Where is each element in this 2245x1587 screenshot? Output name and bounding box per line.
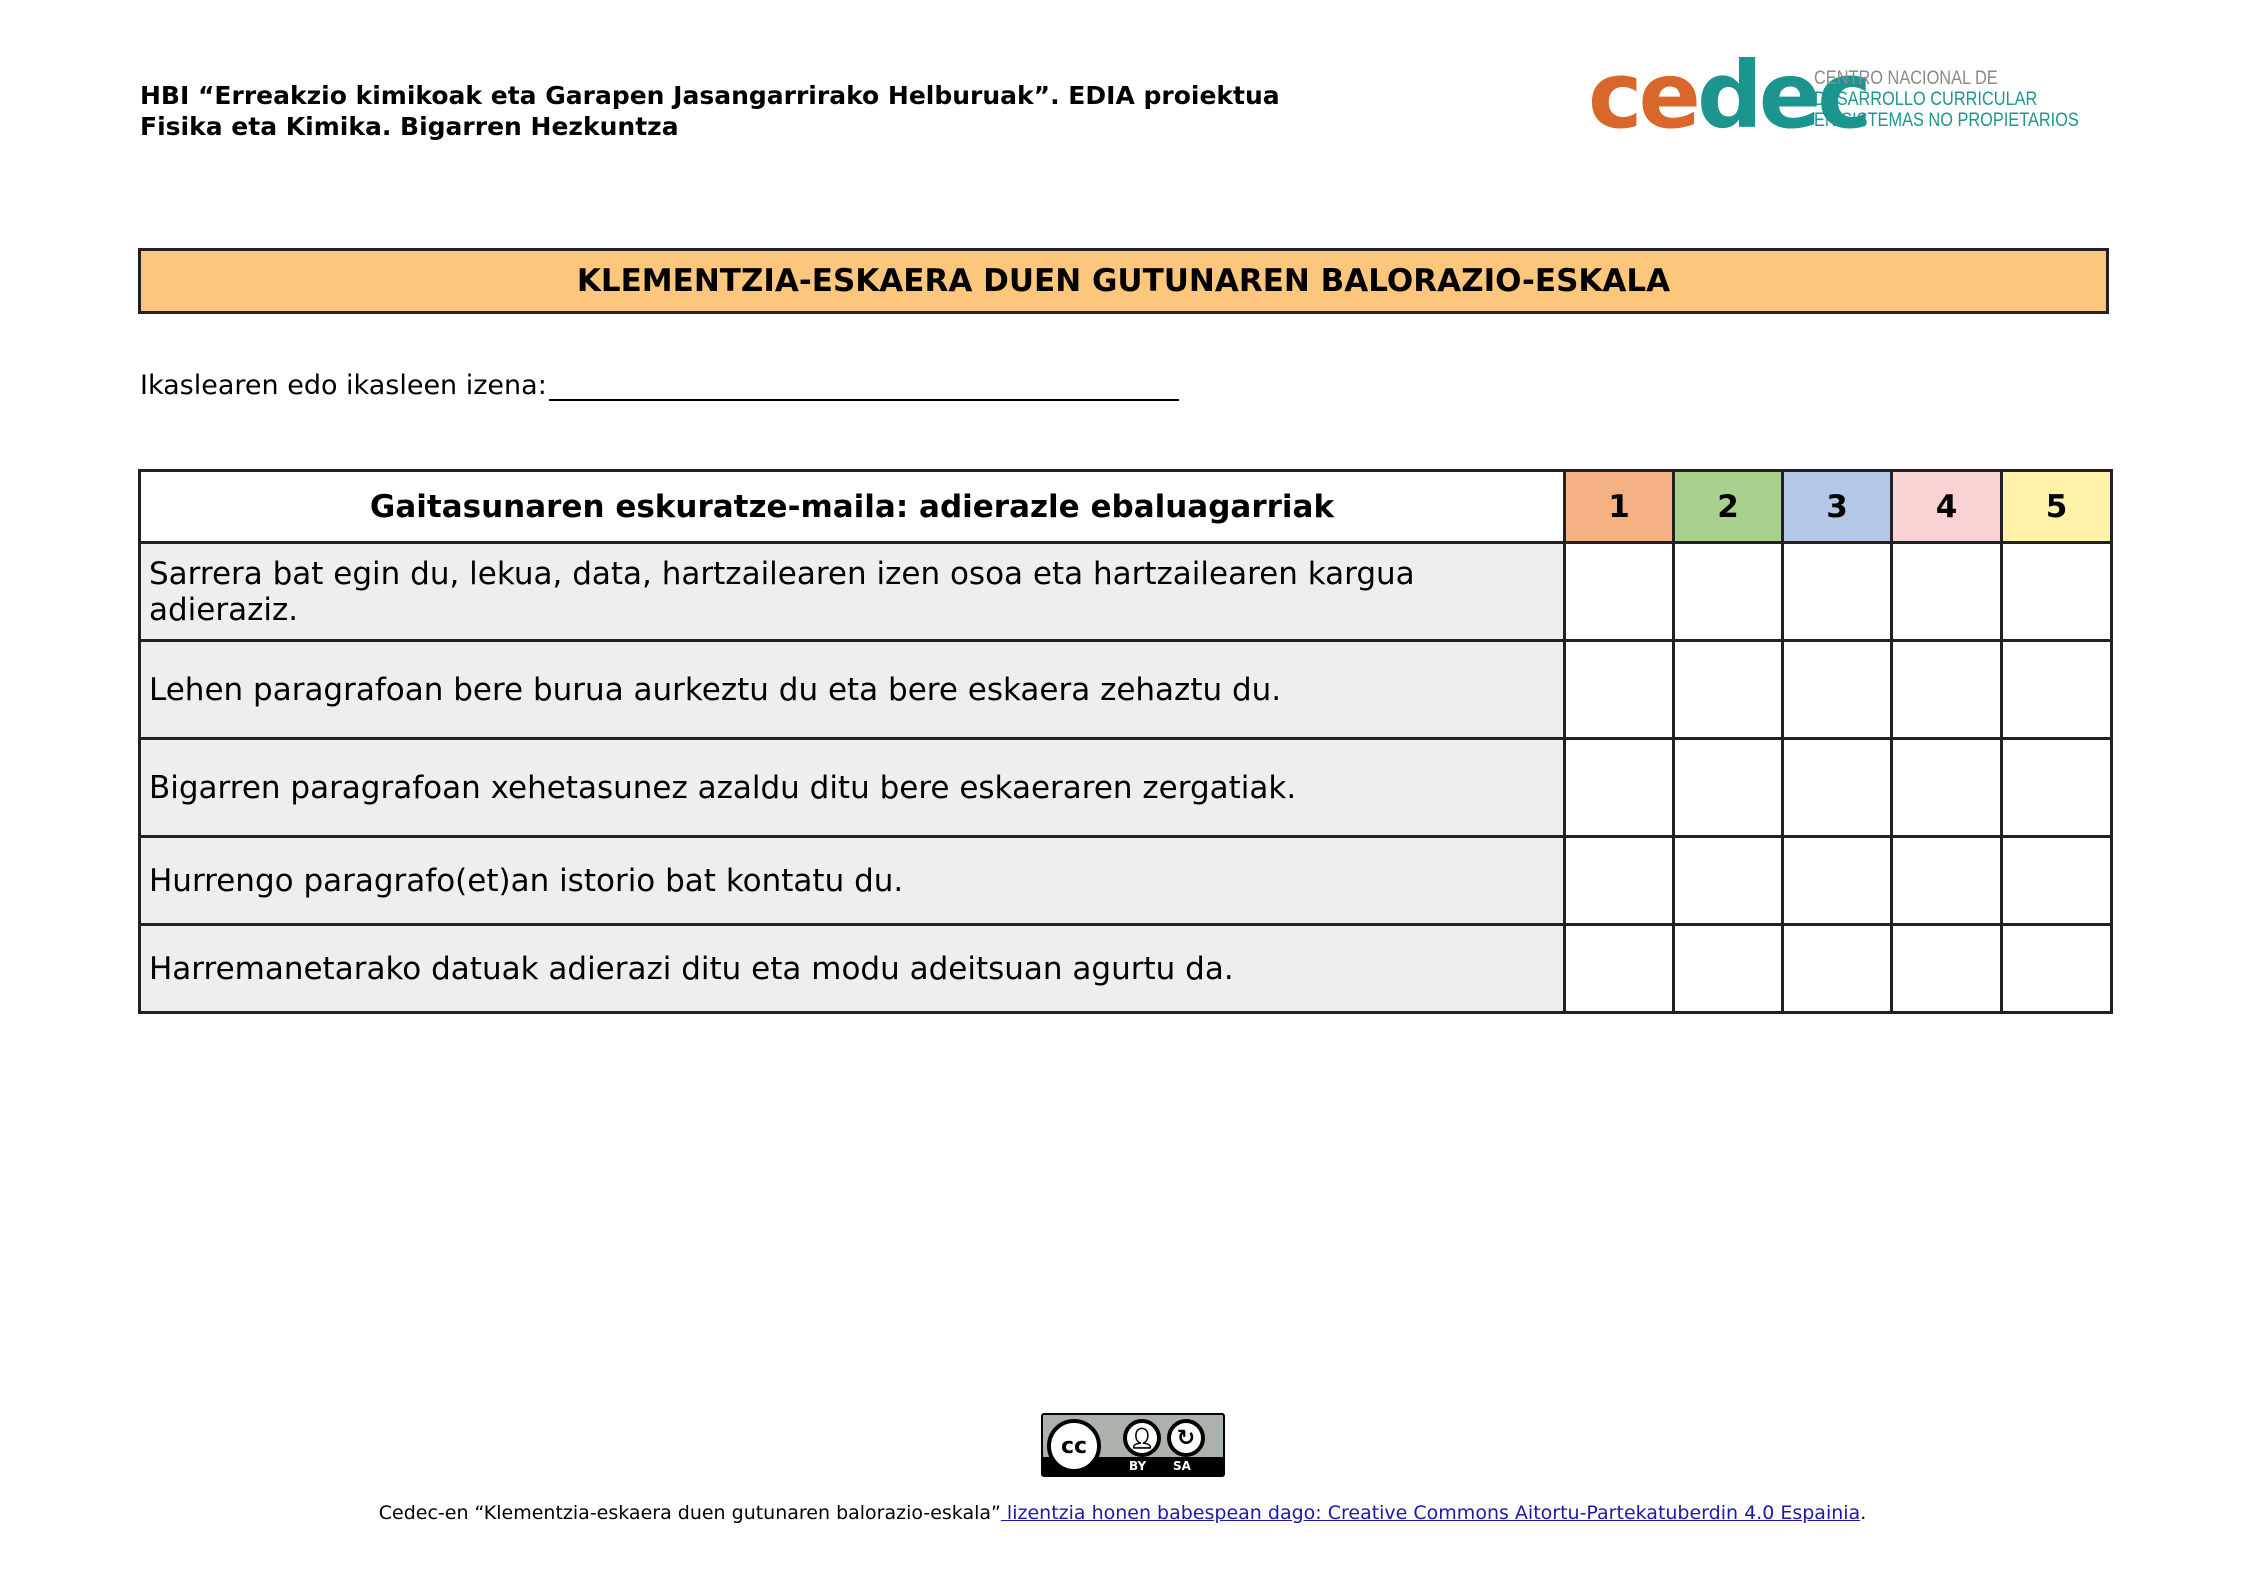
criterion-text: Hurrengo paragrafo(et)an istorio bat kontatu du. <box>140 837 1565 925</box>
level-1-header: 1 <box>1565 471 1674 543</box>
table-row <box>140 837 2112 925</box>
level-5-header: 5 <box>2002 471 2112 543</box>
table-row <box>140 641 2112 739</box>
badge-by-label: BY <box>1129 1459 1147 1473</box>
score-cell[interactable] <box>1892 543 2002 641</box>
table-row <box>140 739 2112 837</box>
score-cell[interactable] <box>1674 837 1783 925</box>
header-subject: Fisika eta Kimika. Bigarren Hezkuntza <box>140 112 679 141</box>
share-alike-icon: ↻ <box>1167 1419 1205 1457</box>
score-cell[interactable] <box>1783 837 1892 925</box>
document-header <box>140 80 1280 142</box>
student-name-blank-line[interactable] <box>549 372 1179 401</box>
score-cell[interactable] <box>2002 925 2112 1013</box>
student-name-field[interactable] <box>140 370 1179 401</box>
score-cell[interactable] <box>1783 543 1892 641</box>
level-3-header: 3 <box>1783 471 1892 543</box>
license-footer <box>0 1502 2245 1524</box>
table-header-row <box>140 471 2112 543</box>
criteria-column-header: Gaitasunaren eskuratze-maila: adierazle ebaluagarriak <box>140 471 1565 543</box>
criterion-text: Harremanetarako datuak adierazi ditu eta modu adeitsuan agurtu da. <box>140 925 1565 1013</box>
score-cell[interactable] <box>2002 837 2112 925</box>
score-cell[interactable] <box>1565 925 1674 1013</box>
footer-suffix: . <box>1860 1502 1867 1524</box>
score-cell[interactable] <box>1674 543 1783 641</box>
cedec-logo-subtitle: CENTRO NACIONAL DE DESARROLLO CURRICULAR EN SISTEMAS NO PROPIETARIOS <box>1814 68 2079 131</box>
score-cell[interactable] <box>1674 925 1783 1013</box>
score-cell[interactable] <box>1565 641 1674 739</box>
score-cell[interactable] <box>2002 641 2112 739</box>
score-cell[interactable] <box>1892 837 2002 925</box>
score-cell[interactable] <box>1783 925 1892 1013</box>
footer-prefix: Cedec-en “Klementzia-eskaera duen gutunaren balorazio-eskala” <box>378 1502 1001 1524</box>
header-project-title: HBI “Erreakzio kimikoak eta Garapen Jasangarrirako Helburuak”. EDIA proiektua <box>140 81 1280 110</box>
badge-sa-label: SA <box>1173 1459 1191 1473</box>
criterion-text: Bigarren paragrafoan xehetasunez azaldu ditu bere eskaeraren zergatiak. <box>140 739 1565 837</box>
score-cell[interactable] <box>1674 641 1783 739</box>
score-cell[interactable] <box>1565 739 1674 837</box>
score-cell[interactable] <box>1674 739 1783 837</box>
score-cell[interactable] <box>1892 925 2002 1013</box>
cc-icon: cc <box>1047 1419 1101 1473</box>
student-name-label: Ikaslearen edo ikasleen izena: <box>140 370 547 401</box>
page-title: KLEMENTZIA-ESKAERA DUEN GUTUNAREN BALORAZIO-ESKALA <box>138 248 2109 314</box>
score-cell[interactable] <box>1565 837 1674 925</box>
score-cell[interactable] <box>1565 543 1674 641</box>
level-4-header: 4 <box>1892 471 2002 543</box>
criterion-text: Sarrera bat egin du, lekua, data, hartzailearen izen osoa eta hartzailearen kargua adieraziz. <box>140 543 1565 641</box>
table-row <box>140 543 2112 641</box>
rating-scale-table <box>138 469 2113 1014</box>
attribution-person-icon: 👤︎ <box>1123 1419 1161 1457</box>
score-cell[interactable] <box>1892 641 2002 739</box>
cc-by-sa-license-badge[interactable] <box>1041 1413 1225 1477</box>
cedec-logo <box>1588 42 2088 149</box>
criterion-text: Lehen paragrafoan bere burua aurkeztu du eta bere eskaera zehaztu du. <box>140 641 1565 739</box>
level-2-header: 2 <box>1674 471 1783 543</box>
score-cell[interactable] <box>1783 641 1892 739</box>
score-cell[interactable] <box>1783 739 1892 837</box>
score-cell[interactable] <box>1892 739 2002 837</box>
cedec-logo-wordmark: cedec <box>1588 42 1868 149</box>
score-cell[interactable] <box>2002 543 2112 641</box>
license-link[interactable]: lizentzia honen babespean dago: Creative Commons Aitortu-Partekatuberdin 4.0 Espainia <box>1000 1502 1861 1524</box>
score-cell[interactable] <box>2002 739 2112 837</box>
table-row <box>140 925 2112 1013</box>
